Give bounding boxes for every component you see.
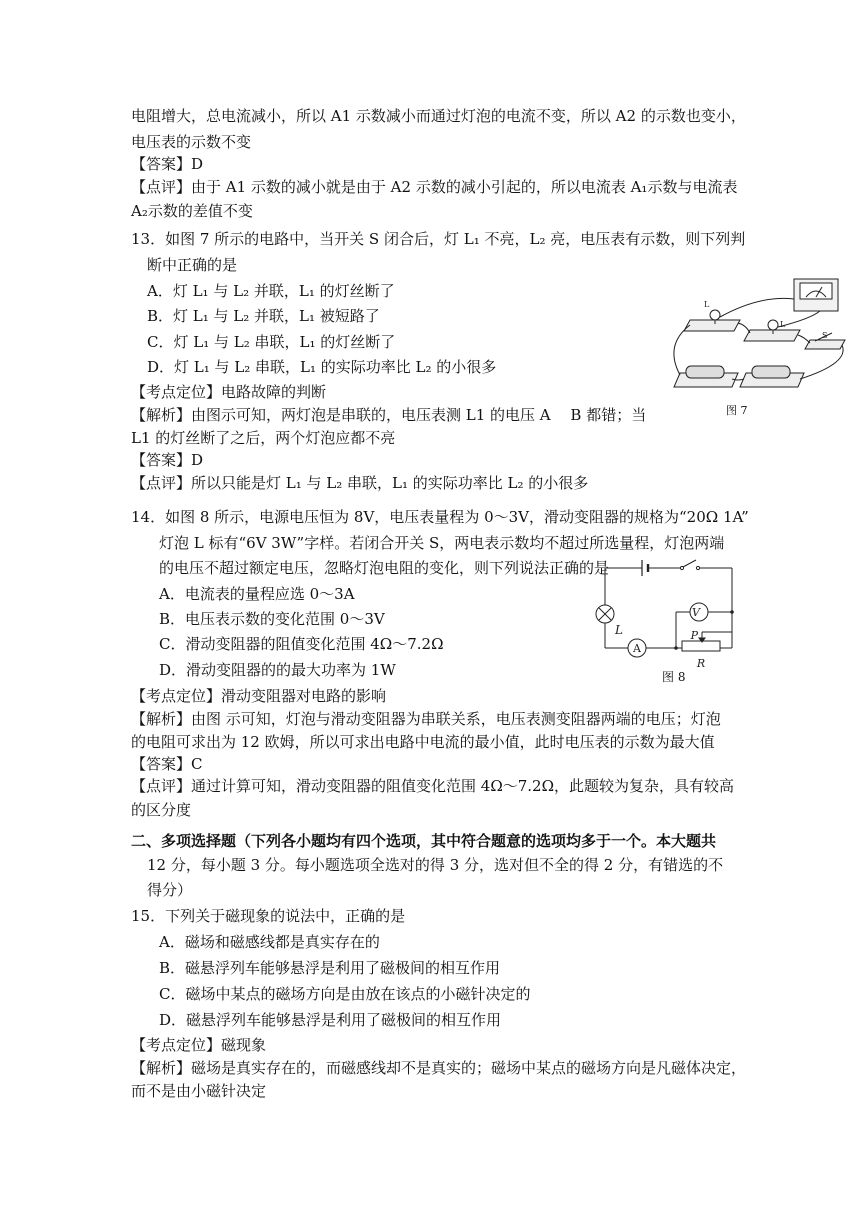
analysis-line: 【解析】由图 示可知，灯泡与滑动变阻器为串联关系，电压表测变阻器两端的电压；灯泡 [131, 710, 721, 728]
question-14-cont: 的电压不超过额定电压，忽略灯泡电阻的变化，则下列说法正确的是 [159, 559, 610, 577]
figure-8-caption: 图 8 [662, 670, 686, 684]
figure-7-caption: 图 7 [726, 404, 748, 417]
question-15: 15．下列关于磁现象的说法中，正确的是 [131, 907, 406, 925]
label-p: P [690, 629, 698, 642]
section-heading-cont: 得分） [147, 881, 193, 899]
voltmeter-label: V [692, 606, 700, 619]
svg-text:L: L [704, 300, 710, 309]
knowledge-point: 【考点定位】电路故障的判断 [131, 383, 327, 401]
analysis-line: 【解析】由图示可知，两灯泡是串联的，电压表测 L1 的电压 A B 都错；当 [131, 406, 647, 424]
knowledge-point: 【考点定位】磁现象 [131, 1036, 267, 1054]
comment-line: 【点评】通过计算可知，滑动变阻器的阻值变化范围 4Ω～7.2Ω，此题较为复杂，具有较高 [131, 777, 735, 795]
text-line: 电压表的示数不变 [131, 133, 252, 151]
label-r: R [696, 657, 706, 668]
answer-line: 【答案】D [131, 155, 204, 173]
figure-8-circuit [590, 548, 750, 668]
analysis-line: 【解析】磁场是真实存在的，而磁感线却不是真实的；磁场中某点的磁场方向是凡磁体决定， [131, 1059, 747, 1077]
option-a: A．磁场和磁感线都是真实存在的 [159, 933, 380, 951]
svg-text:S: S [822, 331, 828, 340]
comment-line: 【点评】由于 A1 示数的减小就是由于 A2 示数的减小引起的，所以电流表 A₁示数与电流表 [131, 178, 738, 196]
option-d: D．磁悬浮列车能够悬浮是利用了磁极间的相互作用 [159, 1011, 502, 1029]
option-c: C．磁场中某点的磁场方向是由放在该点的小磁针决定的 [159, 985, 531, 1003]
comment-line: 的区分度 [131, 801, 192, 819]
option-a: A．灯 L₁ 与 L₂ 并联，L₁ 的灯丝断了 [147, 282, 395, 300]
answer-line: 【答案】C [131, 755, 203, 773]
text-line: A₂示数的差值不变 [131, 202, 253, 220]
question-14-cont: 灯泡 L 标有“6V 3W”字样。若闭合开关 S，两电表示数均不超过所选量程，灯泡两端 [159, 534, 725, 552]
option-b: B．磁悬浮列车能够悬浮是利用了磁极间的相互作用 [159, 959, 501, 977]
comment-line: 【点评】所以只能是灯 L₁ 与 L₂ 串联，L₁ 的实际功率比 L₂ 的小很多 [131, 474, 589, 492]
option-d: D．滑动变阻器的的最大功率为 1W [159, 661, 396, 679]
question-13-cont: 断中正确的是 [147, 256, 238, 274]
analysis-line: 而不是由小磁针决定 [131, 1082, 267, 1100]
option-b: B．电压表示数的变化范围 0～3V [159, 610, 385, 628]
option-a: A．电流表的量程应选 0～3A [159, 585, 355, 603]
option-d: D．灯 L₁ 与 L₂ 串联，L₁ 的实际功率比 L₂ 的小很多 [147, 358, 497, 376]
ammeter-label: A [633, 642, 641, 655]
text-line: 电阻增大，总电流减小，所以 A1 示数减小而通过灯泡的电流不变，所以 A2 的示数也变小， [131, 107, 746, 125]
section-heading: 二、多项选择题（下列各小题均有四个选项，其中符合题意的选项均多于一个。本大题共 [131, 832, 717, 850]
svg-text:L: L [780, 320, 786, 329]
figure-7-circuit [660, 275, 850, 420]
question-14: 14．如图 8 所示，电源电压恒为 8V，电压表量程为 0～3V，滑动变阻器的规格为“20Ω 1A” [131, 508, 749, 526]
question-13: 13．如图 7 所示的电路中，当开关 S 闭合后，灯 L₁ 不亮，L₂ 亮，电压表有示数，则下列判 [131, 230, 746, 248]
analysis-line: 的电阻可求出为 12 欧姆，所以可求出电路中电流的最小值，此时电压表的示数为最大值 [131, 733, 715, 751]
option-c: C．滑动变阻器的阻值变化范围 4Ω～7.2Ω [159, 635, 444, 653]
answer-line: 【答案】D [131, 451, 204, 469]
analysis-line: L1 的灯丝断了之后，两个灯泡应都不亮 [131, 429, 396, 447]
section-heading-cont: 12 分，每小题 3 分。每小题选项全选对的得 3 分，选对但不全的得 2 分，有错选的不 [147, 856, 724, 874]
option-b: B．灯 L₁ 与 L₂ 并联，L₁ 被短路了 [147, 307, 380, 325]
label-l: L [615, 623, 623, 637]
option-c: C．灯 L₁ 与 L₂ 串联，L₁ 的灯丝断了 [147, 333, 396, 351]
knowledge-point: 【考点定位】滑动变阻器对电路的影响 [131, 687, 387, 705]
